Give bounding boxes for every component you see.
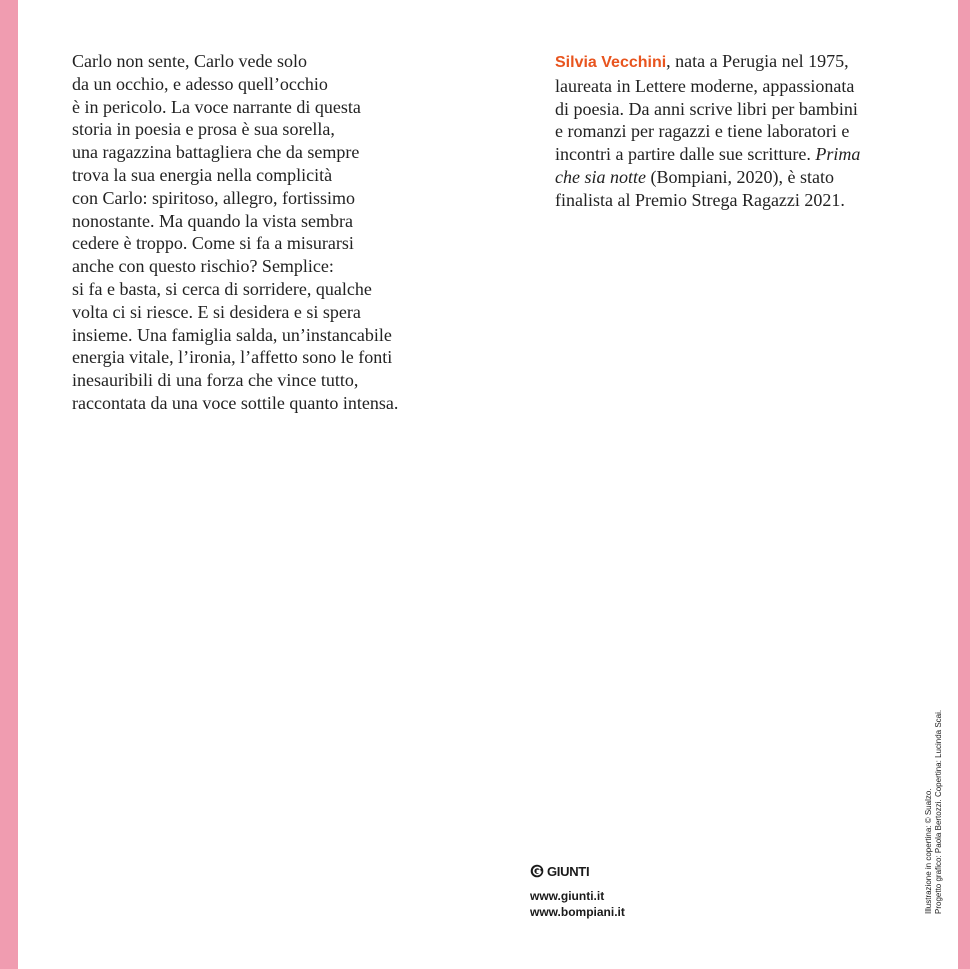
publisher-websites — [530, 888, 625, 920]
synopsis-line: una ragazzina battagliera che da sempre — [72, 142, 360, 163]
synopsis-line: con Carlo: spiritoso, allegro, fortissimo — [72, 187, 355, 208]
bio-line-6: che sia notte (Bompiani, 2020), è stato — [555, 166, 834, 187]
bio-line-7: finalista al Premio Strega Ragazzi 2021. — [555, 189, 845, 210]
publisher-block — [530, 862, 625, 920]
giunti-g-icon — [530, 864, 544, 878]
right-pink-border — [958, 0, 970, 969]
synopsis-line: Carlo non sente, Carlo vede solo — [72, 51, 307, 71]
author-bio — [555, 50, 935, 212]
bio-line-1: Silvia Vecchini, nata a Perugia nel 1975, — [555, 51, 849, 71]
synopsis-line: trova la sua energia nella complicità — [72, 164, 333, 185]
synopsis-line: storia in poesia e prosa è sua sorella, — [72, 119, 335, 140]
credits-line-2: Progetto grafico: Paola Bertozzi. Copertina: Lucinda Scai. — [934, 709, 943, 914]
synopsis-line: insieme. Una famiglia salda, un’instancabile — [72, 324, 392, 345]
synopsis-text — [72, 50, 452, 415]
synopsis-line: volta ci si riesce. E si desidera e si spera — [72, 301, 361, 322]
synopsis-line: da un occhio, e adesso quell’occhio — [72, 73, 328, 94]
book-title-part-1: Prima — [815, 144, 861, 165]
author-name: Silvia Vecchini — [555, 54, 667, 71]
publisher-logo-text: GIUNTI — [547, 863, 590, 879]
synopsis-line: nonostante. Ma quando la vista sembra — [72, 210, 353, 231]
bio-line-2: laureata in Lettere moderne, appassionata — [555, 75, 855, 96]
synopsis-line: si fa e basta, si cerca di sorridere, qualche — [72, 278, 372, 299]
synopsis-line: inesauribili di una forza che vince tutto, — [72, 370, 359, 391]
synopsis-line: anche con questo rischio? Semplice: — [72, 256, 334, 277]
bio-line-5: incontri a partire dalle sue scritture. Prima — [555, 144, 861, 165]
bio-line-4: e romanzi per ragazzi e tiene laboratori e — [555, 121, 850, 142]
publisher-logo — [530, 862, 625, 880]
synopsis-line: è in pericolo. La voce narrante di questa — [72, 96, 361, 117]
synopsis-line: raccontata da una voce sottile quanto intensa. — [72, 392, 399, 413]
credits-line-1: Illustrazione in copertina: © Sualzo. — [924, 788, 933, 914]
book-title-part-2: che sia notte — [555, 166, 646, 187]
cover-credits — [924, 710, 944, 914]
synopsis-line: energia vitale, l’ironia, l’affetto sono le fonti — [72, 347, 393, 368]
bio-line-3: di poesia. Da anni scrive libri per bambini — [555, 98, 858, 119]
left-pink-border — [0, 0, 18, 969]
website-giunti[interactable]: www.giunti.it — [530, 889, 605, 903]
website-bompiani[interactable]: www.bompiani.it — [530, 905, 625, 919]
synopsis-line: cedere è troppo. Come si fa a misurarsi — [72, 233, 354, 254]
